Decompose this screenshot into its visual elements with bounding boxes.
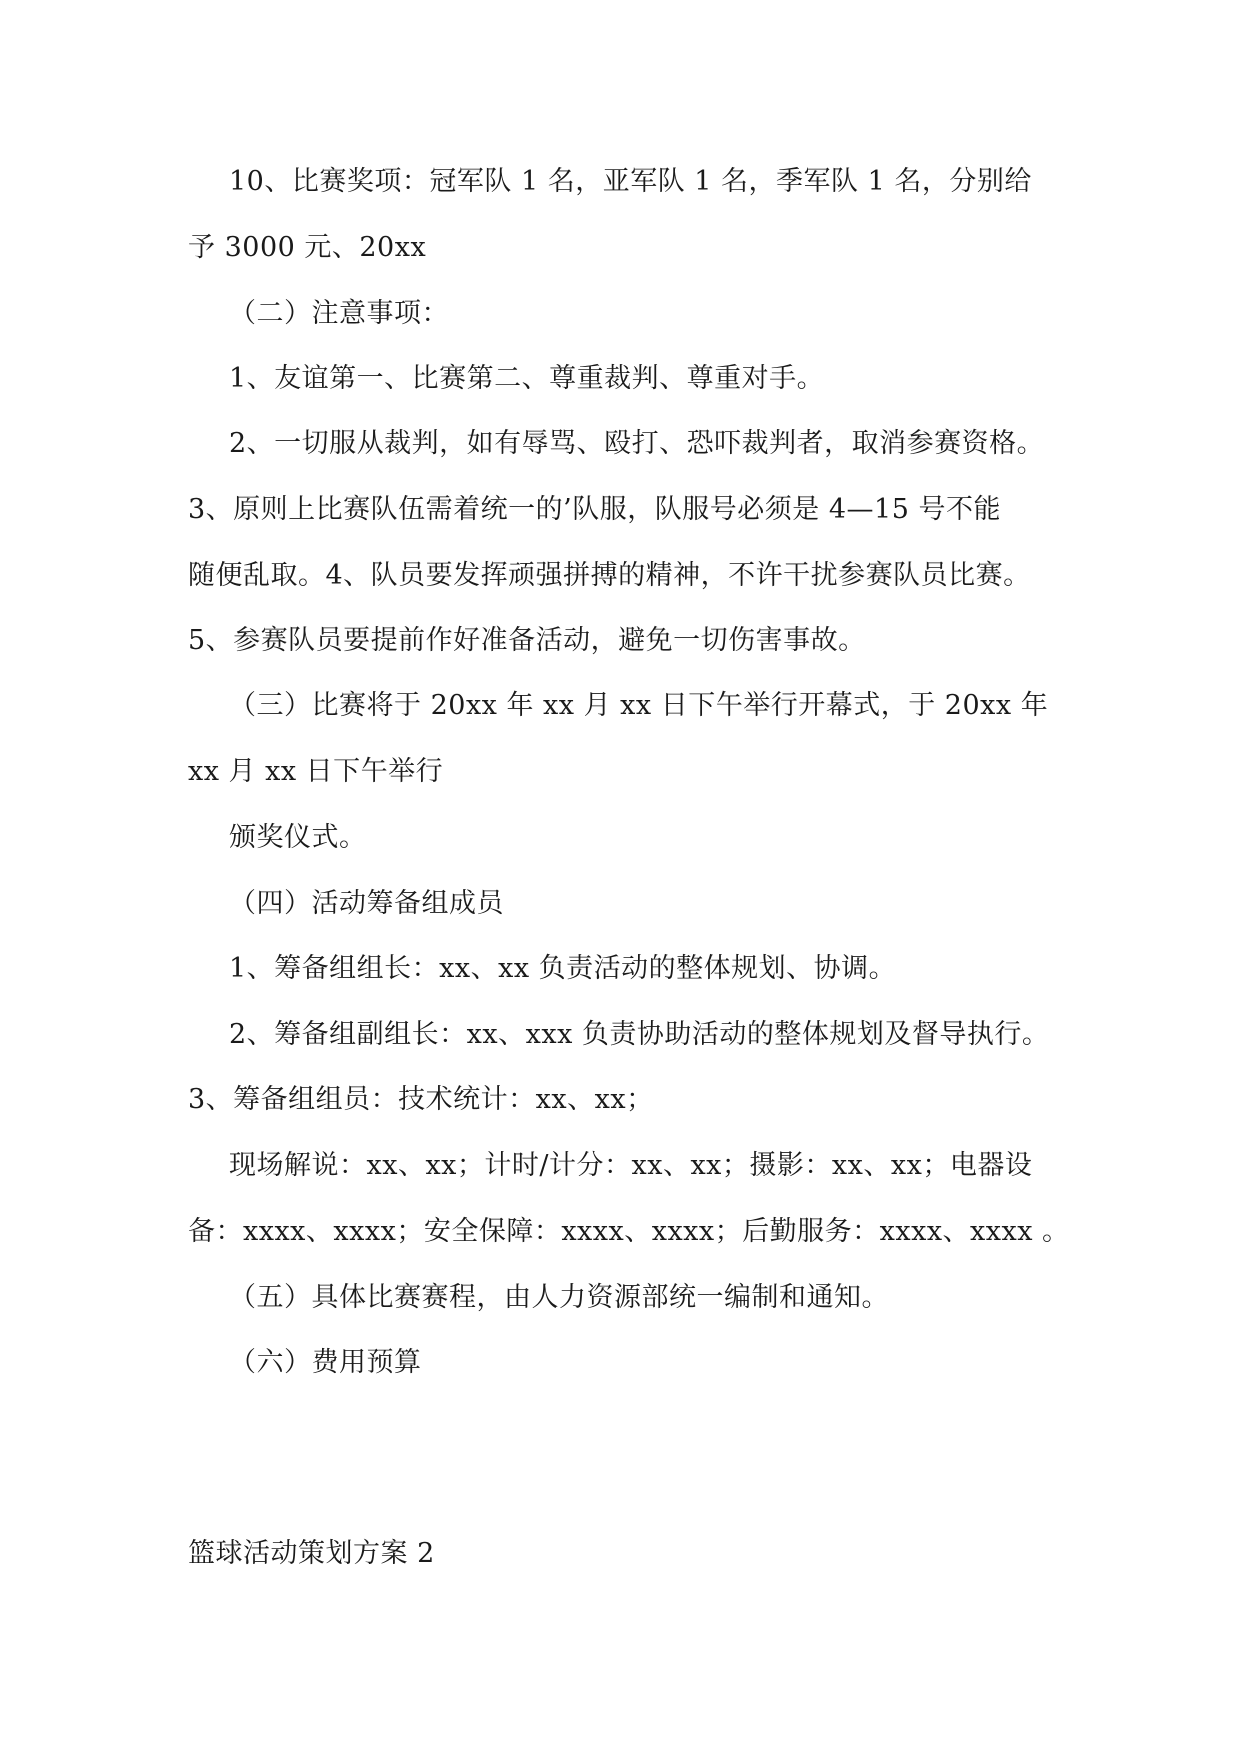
paragraph-line: 3、筹备组组员：技术统计：xx、xx； bbox=[188, 1084, 654, 1115]
paragraph-line: 颁奖仪式。 bbox=[229, 822, 367, 853]
paragraph-line: 2、筹备组副组长：xx、xxx 负责协助活动的整体规划及督导执行。 bbox=[229, 1019, 1050, 1050]
section-heading: （六）费用预算 bbox=[229, 1347, 422, 1378]
section-heading: （五）具体比赛赛程，由人力资源部统一编制和通知。 bbox=[229, 1282, 889, 1313]
paragraph-line: 1、筹备组组长：xx、xx 负责活动的整体规划、协调。 bbox=[229, 953, 897, 984]
section-heading: （三）比赛将于 20xx 年 xx 月 xx 日下午举行开幕式，于 20xx 年 bbox=[229, 690, 1049, 721]
paragraph-line: 10、比赛奖项：冠军队 1 名，亚军队 1 名，季军队 1 名，分别给 bbox=[229, 166, 1032, 197]
section-heading: （四）活动筹备组成员 bbox=[229, 888, 504, 919]
paragraph-line: 3、原则上比赛队伍需着统一的’队服，队服号必须是 4—15 号不能 bbox=[188, 494, 1001, 525]
paragraph-line: 1、友谊第一、比赛第二、尊重裁判、尊重对手。 bbox=[229, 363, 825, 394]
paragraph-line: 现场解说：xx、xx；计时/计分：xx、xx；摄影：xx、xx；电器设 bbox=[229, 1150, 1033, 1181]
section-heading: （二）注意事项： bbox=[229, 298, 449, 329]
paragraph-line: xx 月 xx 日下午举行 bbox=[188, 756, 444, 787]
document-title: 篮球活动策划方案 2 bbox=[188, 1538, 435, 1569]
paragraph-line: 备：xxxx、xxxx；安全保障：xxxx、xxxx；后勤服务：xxxx、xxxx 。 bbox=[188, 1216, 1070, 1247]
paragraph-line: 2、一切服从裁判，如有辱骂、殴打、恐吓裁判者，取消参赛资格。 bbox=[229, 428, 1045, 459]
paragraph-line: 随便乱取。4、队员要发挥顽强拼搏的精神，不许干扰参赛队员比赛。 bbox=[188, 560, 1031, 591]
paragraph-line: 5、参赛队员要提前作好准备活动，避免一切伤害事故。 bbox=[188, 625, 866, 656]
paragraph-line: 予 3000 元、20xx bbox=[188, 232, 427, 263]
